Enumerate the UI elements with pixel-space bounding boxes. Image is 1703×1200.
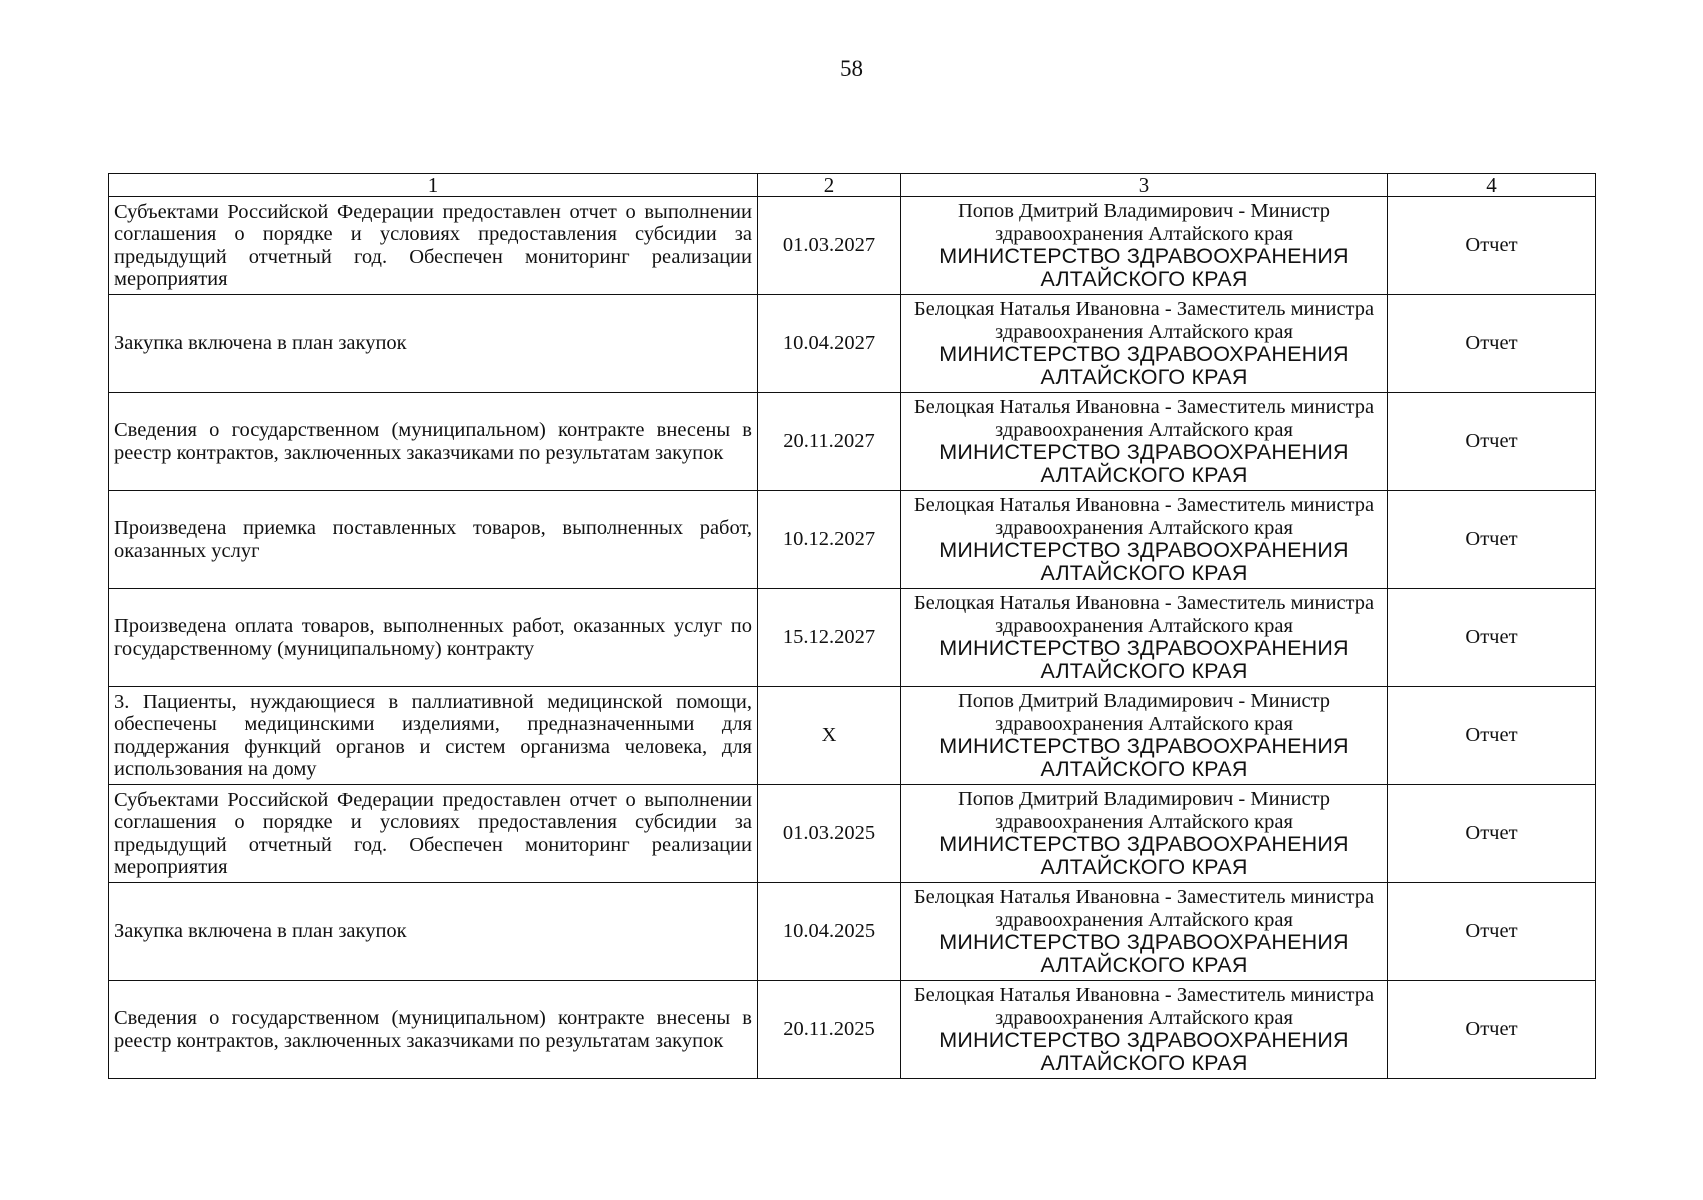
- header-col-1: 1: [109, 174, 758, 197]
- row-deadline: 10.12.2027: [758, 491, 901, 589]
- row-description: Закупка включена в план закупок: [109, 295, 758, 393]
- table-row: [109, 883, 1596, 981]
- responsible-person: Белоцкая Наталья Ивановна - Заместитель министра здравоохранения Алтайского края: [913, 298, 1375, 343]
- responsible-person: Белоцкая Наталья Ивановна - Заместитель министра здравоохранения Алтайского края: [913, 494, 1375, 539]
- row-responsible: [901, 785, 1388, 883]
- responsible-person: Белоцкая Наталья Ивановна - Заместитель министра здравоохранения Алтайского края: [913, 984, 1375, 1029]
- row-deadline: 01.03.2025: [758, 785, 901, 883]
- responsible-organization: МИНИСТЕРСТВО ЗДРАВООХРАНЕНИЯ АЛТАЙСКОГО КРАЯ: [939, 930, 1349, 977]
- table-row: [109, 491, 1596, 589]
- responsible-person: Попов Дмитрий Владимирович - Министр здравоохранения Алтайского края: [957, 200, 1331, 245]
- row-document-type: Отчет: [1388, 589, 1596, 687]
- responsible-organization: МИНИСТЕРСТВО ЗДРАВООХРАНЕНИЯ АЛТАЙСКОГО КРАЯ: [939, 342, 1349, 389]
- table-row: [109, 981, 1596, 1079]
- row-description: Закупка включена в план закупок: [109, 883, 758, 981]
- row-deadline: 10.04.2027: [758, 295, 901, 393]
- row-deadline: 20.11.2025: [758, 981, 901, 1079]
- row-document-type: Отчет: [1388, 197, 1596, 295]
- row-deadline: 01.03.2027: [758, 197, 901, 295]
- table-row: [109, 393, 1596, 491]
- row-description: Субъектами Российской Федерации предоставлен отчет о выполнении соглашения о порядке и условиях предоставления субсидии за предыдущий отчетный год. Обеспечен мониторинг реализации мероприятия: [109, 785, 758, 883]
- table-row: [109, 197, 1596, 295]
- row-deadline: 20.11.2027: [758, 393, 901, 491]
- row-document-type: Отчет: [1388, 785, 1596, 883]
- header-col-2: 2: [758, 174, 901, 197]
- responsible-person: Белоцкая Наталья Ивановна - Заместитель министра здравоохранения Алтайского края: [913, 396, 1375, 441]
- row-responsible: [901, 295, 1388, 393]
- table-row: [109, 295, 1596, 393]
- row-description: Произведена приемка поставленных товаров, выполненных работ, оказанных услуг: [109, 491, 758, 589]
- row-deadline: 15.12.2027: [758, 589, 901, 687]
- row-document-type: Отчет: [1388, 393, 1596, 491]
- row-description: Субъектами Российской Федерации предоставлен отчет о выполнении соглашения о порядке и условиях предоставления субсидии за предыдущий отчетный год. Обеспечен мониторинг реализации мероприятия: [109, 197, 758, 295]
- row-document-type: Отчет: [1388, 687, 1596, 785]
- responsible-organization: МИНИСТЕРСТВО ЗДРАВООХРАНЕНИЯ АЛТАЙСКОГО КРАЯ: [939, 244, 1349, 291]
- responsible-organization: МИНИСТЕРСТВО ЗДРАВООХРАНЕНИЯ АЛТАЙСКОГО КРАЯ: [939, 1028, 1349, 1075]
- row-responsible: [901, 883, 1388, 981]
- row-deadline: Х: [758, 687, 901, 785]
- row-description: Сведения о государственном (муниципальном) контракте внесены в реестр контрактов, заключенных заказчиками по результатам закупок: [109, 981, 758, 1079]
- responsible-organization: МИНИСТЕРСТВО ЗДРАВООХРАНЕНИЯ АЛТАЙСКОГО КРАЯ: [939, 832, 1349, 879]
- header-col-4: 4: [1388, 174, 1596, 197]
- row-responsible: [901, 491, 1388, 589]
- row-description: Сведения о государственном (муниципальном) контракте внесены в реестр контрактов, заключенных заказчиками по результатам закупок: [109, 393, 758, 491]
- responsible-person: Попов Дмитрий Владимирович - Министр здравоохранения Алтайского края: [957, 690, 1331, 735]
- responsible-organization: МИНИСТЕРСТВО ЗДРАВООХРАНЕНИЯ АЛТАЙСКОГО КРАЯ: [939, 538, 1349, 585]
- row-description: 3. Пациенты, нуждающиеся в паллиативной медицинской помощи, обеспечены медицинскими изделиями, предназначенными для поддержания функций органов и систем организма человека, для использования на дому: [109, 687, 758, 785]
- responsible-organization: МИНИСТЕРСТВО ЗДРАВООХРАНЕНИЯ АЛТАЙСКОГО КРАЯ: [939, 734, 1349, 781]
- table-row: [109, 589, 1596, 687]
- responsible-person: Попов Дмитрий Владимирович - Министр здравоохранения Алтайского края: [957, 788, 1331, 833]
- row-responsible: [901, 589, 1388, 687]
- table-row: [109, 785, 1596, 883]
- row-document-type: Отчет: [1388, 883, 1596, 981]
- row-responsible: [901, 981, 1388, 1079]
- row-description: Произведена оплата товаров, выполненных работ, оказанных услуг по государственному (муниципальному) контракту: [109, 589, 758, 687]
- table-header-row: [109, 174, 1596, 197]
- row-document-type: Отчет: [1388, 295, 1596, 393]
- responsible-person: Белоцкая Наталья Ивановна - Заместитель министра здравоохранения Алтайского края: [913, 592, 1375, 637]
- table-row: [109, 687, 1596, 785]
- row-document-type: Отчет: [1388, 491, 1596, 589]
- header-col-3: 3: [901, 174, 1388, 197]
- responsible-person: Белоцкая Наталья Ивановна - Заместитель министра здравоохранения Алтайского края: [913, 886, 1375, 931]
- measures-table: [108, 173, 1596, 1079]
- row-responsible: [901, 393, 1388, 491]
- row-deadline: 10.04.2025: [758, 883, 901, 981]
- row-responsible: [901, 687, 1388, 785]
- row-document-type: Отчет: [1388, 981, 1596, 1079]
- responsible-organization: МИНИСТЕРСТВО ЗДРАВООХРАНЕНИЯ АЛТАЙСКОГО КРАЯ: [939, 440, 1349, 487]
- responsible-organization: МИНИСТЕРСТВО ЗДРАВООХРАНЕНИЯ АЛТАЙСКОГО КРАЯ: [939, 636, 1349, 683]
- row-responsible: [901, 197, 1388, 295]
- page-number: 58: [840, 56, 863, 81]
